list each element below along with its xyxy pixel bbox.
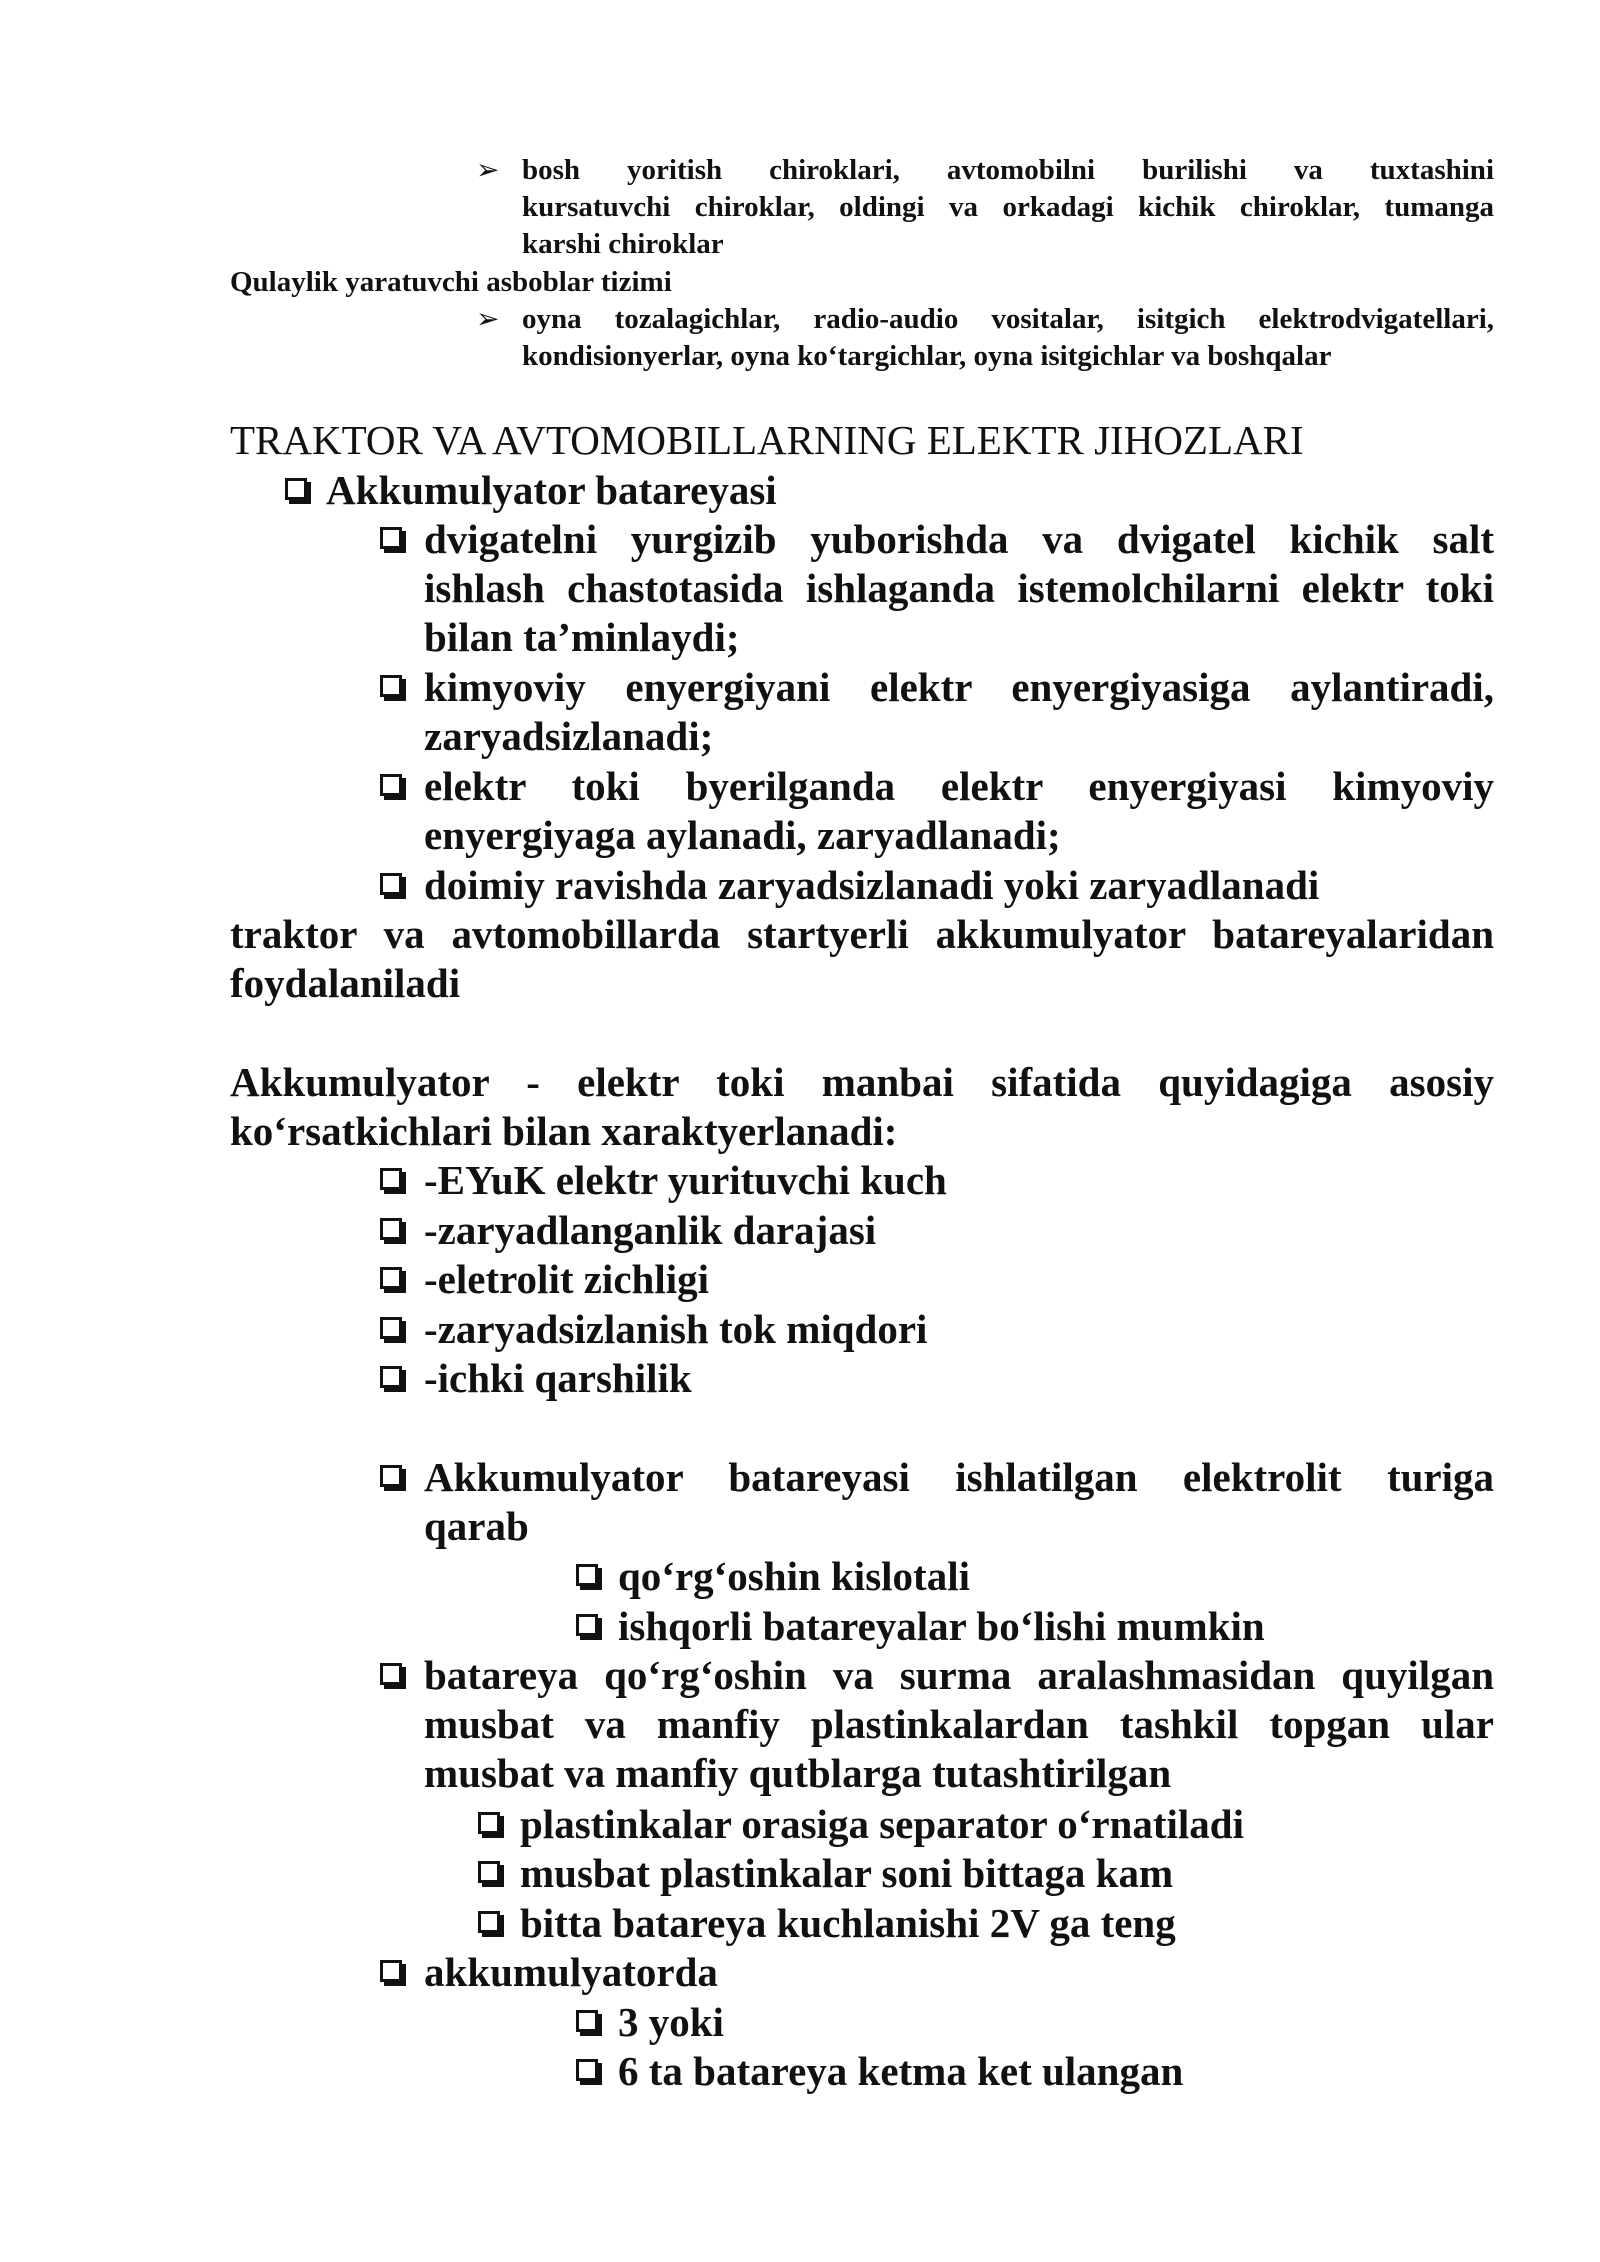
comfort-line: oyna tozalagichlar, radio-audio vositalar, isitgich elektrodvigatellari,	[522, 303, 1494, 335]
checkbox-bullet-icon	[478, 1911, 500, 1933]
comfort-line: kondisionyerlar, oyna ko‘targichlar, oyna isitgichlar va boshqalar	[522, 340, 1332, 372]
list-item: bilan ta’minlaydi;	[424, 614, 740, 660]
checkbox-bullet-icon	[380, 1663, 402, 1685]
checkbox-bullet-icon	[380, 774, 402, 796]
list-item: akkumulyatorda	[424, 1949, 718, 1995]
checkbox-bullet-icon	[380, 873, 402, 895]
paragraph-line: ko‘rsatkichlari bilan xaraktyerlanadi:	[230, 1108, 898, 1154]
comfort-title: Qulaylik yaratuvchi asboblar tizimi	[230, 266, 672, 298]
checkbox-bullet-icon	[478, 1812, 500, 1834]
checkbox-bullet-icon	[576, 1614, 598, 1636]
list-item: -zaryadsizlanish tok miqdori	[424, 1306, 928, 1352]
list-item: musbat va manfiy qutblarga tutashtirilgan	[424, 1750, 1172, 1796]
paragraph-line: traktor va avtomobillarda startyerli akkumulyator batareyalaridan	[230, 911, 1494, 957]
list-item: doimiy ravishda zaryadsizlanadi yoki zaryadlanadi	[424, 862, 1320, 908]
checkbox-bullet-icon	[380, 1267, 402, 1289]
checkbox-bullet-icon	[576, 2010, 598, 2032]
intro-line: kursatuvchi chiroklar, oldingi va orkadagi kichik chiroklar, tumanga	[522, 191, 1494, 223]
list-item: elektr toki byerilganda elektr enyergiyasi kimyoviy	[424, 763, 1494, 809]
section-title: Akkumulyator batareyasi	[326, 467, 777, 513]
list-item: qo‘rg‘oshin kislotali	[618, 1553, 970, 1599]
checkbox-bullet-icon	[285, 478, 307, 500]
checkbox-bullet-icon	[380, 1218, 402, 1240]
list-item: bitta batareya kuchlanishi 2V ga teng	[520, 1900, 1176, 1946]
list-item: batareya qo‘rg‘oshin va surma aralashmasidan quyilgan	[424, 1652, 1494, 1698]
list-item: ishlash chastotasida ishlaganda istemolchilarni elektr toki	[424, 565, 1494, 611]
checkbox-bullet-icon	[380, 1168, 402, 1190]
checkbox-bullet-icon	[380, 527, 402, 549]
list-item: -eletrolit zichligi	[424, 1256, 709, 1302]
checkbox-bullet-icon	[576, 1564, 598, 1586]
list-item: dvigatelni yurgizib yuborishda va dvigatel kichik salt	[424, 516, 1494, 562]
list-item: 3 yoki	[618, 1999, 724, 2045]
checkbox-bullet-icon	[380, 675, 402, 697]
list-item: Akkumulyator batareyasi ishlatilgan elektrolit turiga	[424, 1454, 1494, 1500]
list-item: zaryadsizlanadi;	[424, 713, 714, 759]
list-item: musbat plastinkalar soni bittaga kam	[520, 1850, 1174, 1896]
list-item: ishqorli batareyalar bo‘lishi mumkin	[618, 1603, 1265, 1649]
checkbox-bullet-icon	[478, 1861, 500, 1883]
checkbox-bullet-icon	[380, 1465, 402, 1487]
list-item: -EYuK elektr yurituvchi kuch	[424, 1157, 947, 1203]
checkbox-bullet-icon	[380, 1960, 402, 1982]
list-item: qarab	[424, 1503, 529, 1549]
list-item: -ichki qarshilik	[424, 1355, 692, 1401]
arrow-bullet-icon: ➢	[476, 155, 500, 186]
intro-line: karshi chiroklar	[522, 228, 724, 260]
list-item: musbat va manfiy plastinkalardan tashkil topgan ular	[424, 1701, 1494, 1747]
paragraph-line: foydalaniladi	[230, 960, 461, 1006]
list-item: -zaryadlanganlik darajasi	[424, 1207, 877, 1253]
checkbox-bullet-icon	[380, 1366, 402, 1388]
intro-line: bosh yoritish chiroklari, avtomobilni burilishi va tuxtashini	[522, 154, 1494, 186]
list-item: plastinkalar orasiga separator o‘rnatiladi	[520, 1801, 1244, 1847]
list-item: enyergiyaga aylanadi, zaryadlanadi;	[424, 812, 1061, 858]
checkbox-bullet-icon	[380, 1317, 402, 1339]
arrow-bullet-icon: ➢	[476, 304, 500, 335]
list-item: 6 ta batareya ketma ket ulangan	[618, 2048, 1184, 2094]
paragraph-line: Akkumulyator - elektr toki manbai sifatida quyidagiga asosiy	[230, 1059, 1494, 1105]
list-item: kimyoviy enyergiyani elektr enyergiyasiga aylantiradi,	[424, 664, 1494, 710]
page-title: TRAKTOR VA AVTOMOBILLARNING ELEKTR JIHOZLARI	[230, 417, 1304, 463]
checkbox-bullet-icon	[576, 2059, 598, 2081]
